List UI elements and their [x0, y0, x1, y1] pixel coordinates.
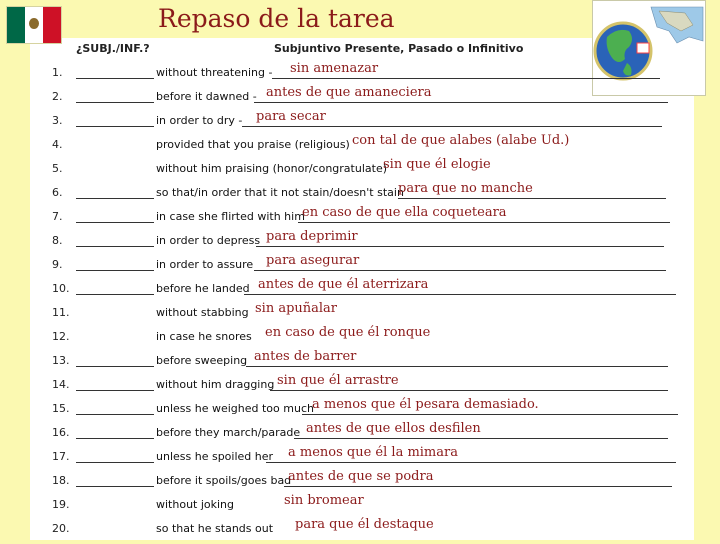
- list-item: [0, 325, 720, 352]
- list-item: [0, 157, 720, 184]
- column-header-tense: Subjuntivo Presente, Pasado o Infinitivo: [274, 42, 524, 55]
- list-item: [0, 133, 720, 160]
- answer-blank: [76, 462, 154, 463]
- english-prompt: without threatening -: [156, 66, 273, 79]
- answer-text: sin apuñalar: [255, 301, 338, 316]
- item-number: 7.: [52, 210, 63, 223]
- answer-blank: [76, 294, 154, 295]
- english-prompt: provided that you praise (religious): [156, 138, 350, 151]
- english-prompt: before it dawned -: [156, 90, 257, 103]
- answer-blank: [76, 198, 154, 199]
- item-number: 3.: [52, 114, 63, 127]
- answer-text: sin bromear: [284, 493, 364, 508]
- english-prompt: in order to dry -: [156, 114, 243, 127]
- item-number: 14.: [52, 378, 70, 391]
- item-number: 9.: [52, 258, 63, 271]
- answer-text: para secar: [256, 109, 326, 124]
- list-item: [0, 205, 720, 232]
- answer-text: sin que él arrastre: [277, 373, 399, 388]
- page-title: Repaso de la tarea: [158, 4, 395, 33]
- answer-text: en caso de que ella coqueteara: [302, 205, 507, 220]
- english-prompt: in order to assure: [156, 258, 254, 271]
- answer-text: sin que él elogie: [383, 157, 491, 172]
- item-number: 10.: [52, 282, 70, 295]
- item-number: 4.: [52, 138, 63, 151]
- answer-text: antes de que se podra: [288, 469, 434, 484]
- item-number: 11.: [52, 306, 70, 319]
- answer-blank: [76, 222, 154, 223]
- english-prompt: before sweeping: [156, 354, 248, 367]
- item-number: 17.: [52, 450, 70, 463]
- answer-blank: [76, 414, 154, 415]
- english-prompt: without him dragging: [156, 378, 275, 391]
- answer-text: para que no manche: [398, 181, 533, 196]
- answer-text: para asegurar: [266, 253, 360, 268]
- english-prompt: in case he snores: [156, 330, 252, 343]
- list-item: [0, 277, 720, 304]
- item-number: 2.: [52, 90, 63, 103]
- list-item: [0, 85, 720, 112]
- english-prompt: before he landed: [156, 282, 250, 295]
- answer-blank: [76, 486, 154, 487]
- answer-text: en caso de que él ronque: [265, 325, 431, 340]
- english-prompt: in case she flirted with him: [156, 210, 305, 223]
- answer-blank: [76, 366, 154, 367]
- english-prompt: without him praising (honor/congratulate): [156, 162, 387, 175]
- english-prompt: unless he weighed too much: [156, 402, 314, 415]
- answer-text: para que él destaque: [295, 517, 434, 532]
- answer-text: sin amenazar: [290, 61, 379, 76]
- answer-blank: [76, 390, 154, 391]
- answer-text: antes de barrer: [254, 349, 357, 364]
- answer-blank: [76, 270, 154, 271]
- list-item: [0, 229, 720, 256]
- answer-text: antes de que amaneciera: [266, 85, 432, 100]
- english-prompt: without stabbing: [156, 306, 249, 319]
- item-number: 6.: [52, 186, 63, 199]
- item-number: 18.: [52, 474, 70, 487]
- english-prompt: before it spoils/goes bad: [156, 474, 292, 487]
- item-number: 20.: [52, 522, 70, 535]
- answer-blank: [76, 246, 154, 247]
- item-number: 8.: [52, 234, 63, 247]
- answer-text: antes de que él aterrizara: [258, 277, 429, 292]
- answer-text: para deprimir: [266, 229, 358, 244]
- answer-blank: [76, 78, 154, 79]
- english-prompt: so that he stands out: [156, 522, 274, 535]
- item-number: 5.: [52, 162, 63, 175]
- item-number: 15.: [52, 402, 70, 415]
- item-number: 16.: [52, 426, 70, 439]
- english-prompt: before they march/parade: [156, 426, 301, 439]
- item-number: 19.: [52, 498, 70, 511]
- english-prompt: unless he spoiled her: [156, 450, 274, 463]
- answer-blank: [76, 126, 154, 127]
- list-item: [0, 517, 720, 544]
- answer-text: con tal de que alabes (alabe Ud.): [352, 133, 570, 148]
- english-prompt: without joking: [156, 498, 235, 511]
- english-prompt: in order to depress: [156, 234, 261, 247]
- answer-blank: [76, 438, 154, 439]
- item-number: 13.: [52, 354, 70, 367]
- english-prompt: so that/in order that it not stain/doesn't stain: [156, 186, 404, 199]
- answer-text: a menos que él la mimara: [288, 445, 458, 460]
- item-number: 12.: [52, 330, 70, 343]
- answer-blank: [76, 102, 154, 103]
- mexico-flag-icon: [6, 6, 62, 44]
- item-number: 1.: [52, 66, 63, 79]
- answer-text: a menos que él pesara demasiado.: [312, 397, 539, 412]
- column-header-subj-inf: ¿SUBJ./INF.?: [76, 42, 150, 55]
- answer-text: antes de que ellos desfilen: [306, 421, 481, 436]
